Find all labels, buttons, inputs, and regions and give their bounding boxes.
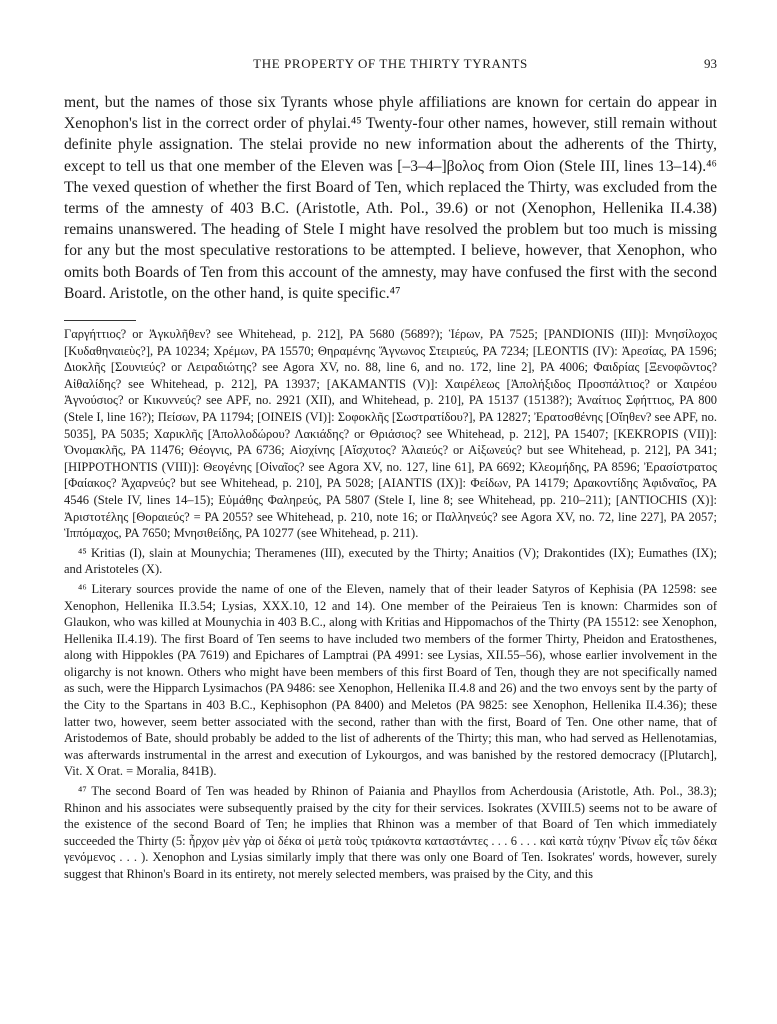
footnote-45: ⁴⁵ Kritias (I), slain at Mounychia; Theramenes (III), executed by the Thirty; Anaitios (V); Drakontides (IX); Eumathes (IX); and Aristoteles (X). — [64, 545, 717, 577]
footnote-rule — [64, 320, 136, 321]
footnote-46: ⁴⁶ Literary sources provide the name of one of the Eleven, namely that of their leader Satyros of Kephisia (PA 12598: see Xenophon, Hellenika II.3.54; Lysias, XXX.10, 12 and 14). One member of the Peiraieus Ten is known: Charmides son of Glaukon, who was killed at Mounychia in 403 B.C., along with Kritias and Hippomachos of the Thirty (PA 15512: see Xenophon, Hellenika II.4.19). The first Board of Ten seems to have included two members of the former Thirty, Pheidon and Eratosthenes, along with Hippokles (PA 7619) and Epichares of Lamptrai (PA 4991: see Lysias, XII.55–56), whose earlier involvement in the oligarchy is not known. Others who might have been members of this first Board of Ten, though they are not specifically named as such, were the Hipparch Lysimachos (PA 9486: see Xenophon, Hellenika II.4.8 and 26) and the two envoys sent by the party of the City to the Spartans in 403 B.C., Kephisophon (PA 8400) and Meletos (PA 9825: see Xenophon, Hellenika II.4.36); these latter two, however, seem better associated with the second, rather than with the first, Board of Ten. One other name, that of Aristodemos of Bate, should probably be added to the list of adherents of the Thirty; this man, who had served as Hellenotamias, was afterwards instrumental in the arrest and execution of Lykourgos, and was banished by the restored democracy ([Plutarch], Vit. X Orat. = Moralia, 841B). — [64, 581, 717, 779]
footnotes — [64, 326, 717, 886]
footnote-47: ⁴⁷ The second Board of Ten was headed by Rhinon of Paiania and Phayllos from Acherdousia (Aristotle, Ath. Pol., 38.3); Rhinon and his associates were subsequently praised by the city for their services. Isokrates (XVIII.5) seems not to be aware of the existence of the second Board of Ten; he implies that Rhinon was a member of that Board of Ten which immediately succeeded the Thirty (5: ἦρχον μὲν γὰρ οἱ δέκα οἱ μετὰ τοὺς τριάκοντα καταστάντες . . . 6 . . . καὶ κατὰ τύχην Ῥίνων εἷς τῶν δέκα γενόμενος . . . ). Xenophon and Lysias similarly imply that there was only one Board of Ten. Isokrates' words, however, surely suggest that Rhinon's Board in its entirety, not merely selected members, was praised by the City, and this — [64, 784, 717, 881]
main-text — [64, 92, 717, 304]
page-number: 93 — [704, 56, 717, 71]
running-title: THE PROPERTY OF THE THIRTY TYRANTS — [253, 56, 528, 71]
footnote-continuation: Γαργήττιος? or Ἀγκυλῆθεν? see Whitehead, p. 212], PA 5680 (5689?); Ἱέρων, PA 7525; [PANDIONIS (III)]: Μνησίλοχος [Κυδαθηναιεὺς?], PA 10234; Χρέμων, PA 15570; Θηραμένης Ἅγνωνος Στειριεύς, PA 7234; [LEONTIS (IV): Ἀρεσίας, PA 1596; Διοκλῆς [Σουνιεύς? or Λειραδιώτης? see Agora XV, no. 88, line 6, and no. 172, line 2], PA 4006; Φαιδρίας [Ξενοφῶντος? Αἰθαλίδης? see Whitehead, p. 212], PA 13937; [AKAMANTIS (V)]: Χαιρέλεως [Ἀπολήξιδος Προσπάλτιος? or Χαιρέου Ἁγνούσιος? or Κικυννεύς? see APF, no. 2921 (XII), and Whitehead, p. 210], PA 15137 (15138?); Ἀναίτιος Σφήττιος, PA 800 (Stele I, line 16?); Πείσων, PA 11794; [OINEIS (VI)]: Σοφοκλῆς [Σωστρατίδου?], PA 12827; Ἐρατοσθένης [Οἴηθεν? see APF, no. 5035], PA 5035; Χαρικλῆς [Ἀπολλοδώρου? Λακιάδης? or Θριάσιος? see Whitehead, p. 212], PA 15407; [KEKROPIS (VII)]: Ὀνομακλῆς, PA 11476; Θέογνις, PA 6736; Αἰσχίνης [Αἴσχυτος? Ἁλαιεύς? or Αἰξωνεύς? but see Whitehead, p. 212], PA 341; [HIPPOTHONTIS (VIII)]: Θεογένης [Οἰναῖος? see Agora XV, no. 127, line 61], PA 6692; Κλεομήδης, PA 8596; Ἐρασίστρατος [Φαίακος? Ἀχαρνεύς? but see Whitehead, p. 210], PA 5028; [AIANTIS (IX)]: Φείδων, PA 14179; Δρακοντίδης Ἀφιδναῖος, PA 4546 (Stele IV, lines 14–15); Εὐμάθης Φαληρεύς, PA 5807 (Stele I, line 8; see Whitehead, pp. 210–211); [ANTIOCHIS (X)]: Ἀριστοτέλης [Θοραιεύς? = PA 2055? see Whitehead, p. 210, note 16; or Παλληνεύς? see Agora XV, no. 72, line 227], PA 2057; Ἱππόμαχος, PA 7650; Μνησιθείδης, PA 10277 (see Whitehead, p. 211). — [64, 327, 717, 541]
running-head — [64, 56, 717, 74]
body-paragraph: ment, but the names of those six Tyrants whose phyle affiliations are known for certain do appear in Xenophon's list in the correct order of phylai.⁴⁵ Twenty-four other names, however, still remain without definite phyle assignation. The stelai provide no new information about the adherents of the Thirty, except to tell us that one member of the Eleven was [–3–4–]βολος from Oion (Stele III, lines 13–14).⁴⁶ The vexed question of whether the first Board of Ten, which replaced the Thirty, was excluded from the terms of the amnesty of 403 B.C. (Aristotle, Ath. Pol., 39.6) or not (Xenophon, Hellenika II.4.38) remains unanswered. The heading of Stele I might have resolved the problem but too much is missing for any but the most speculative restorations to be attempted. I believe, however, that Xenophon, who omits both Boards of Ten from this account of the amnesty, may have confused the first with the second Board. Aristotle, on the other hand, is quite specific.⁴⁷ — [64, 94, 717, 302]
